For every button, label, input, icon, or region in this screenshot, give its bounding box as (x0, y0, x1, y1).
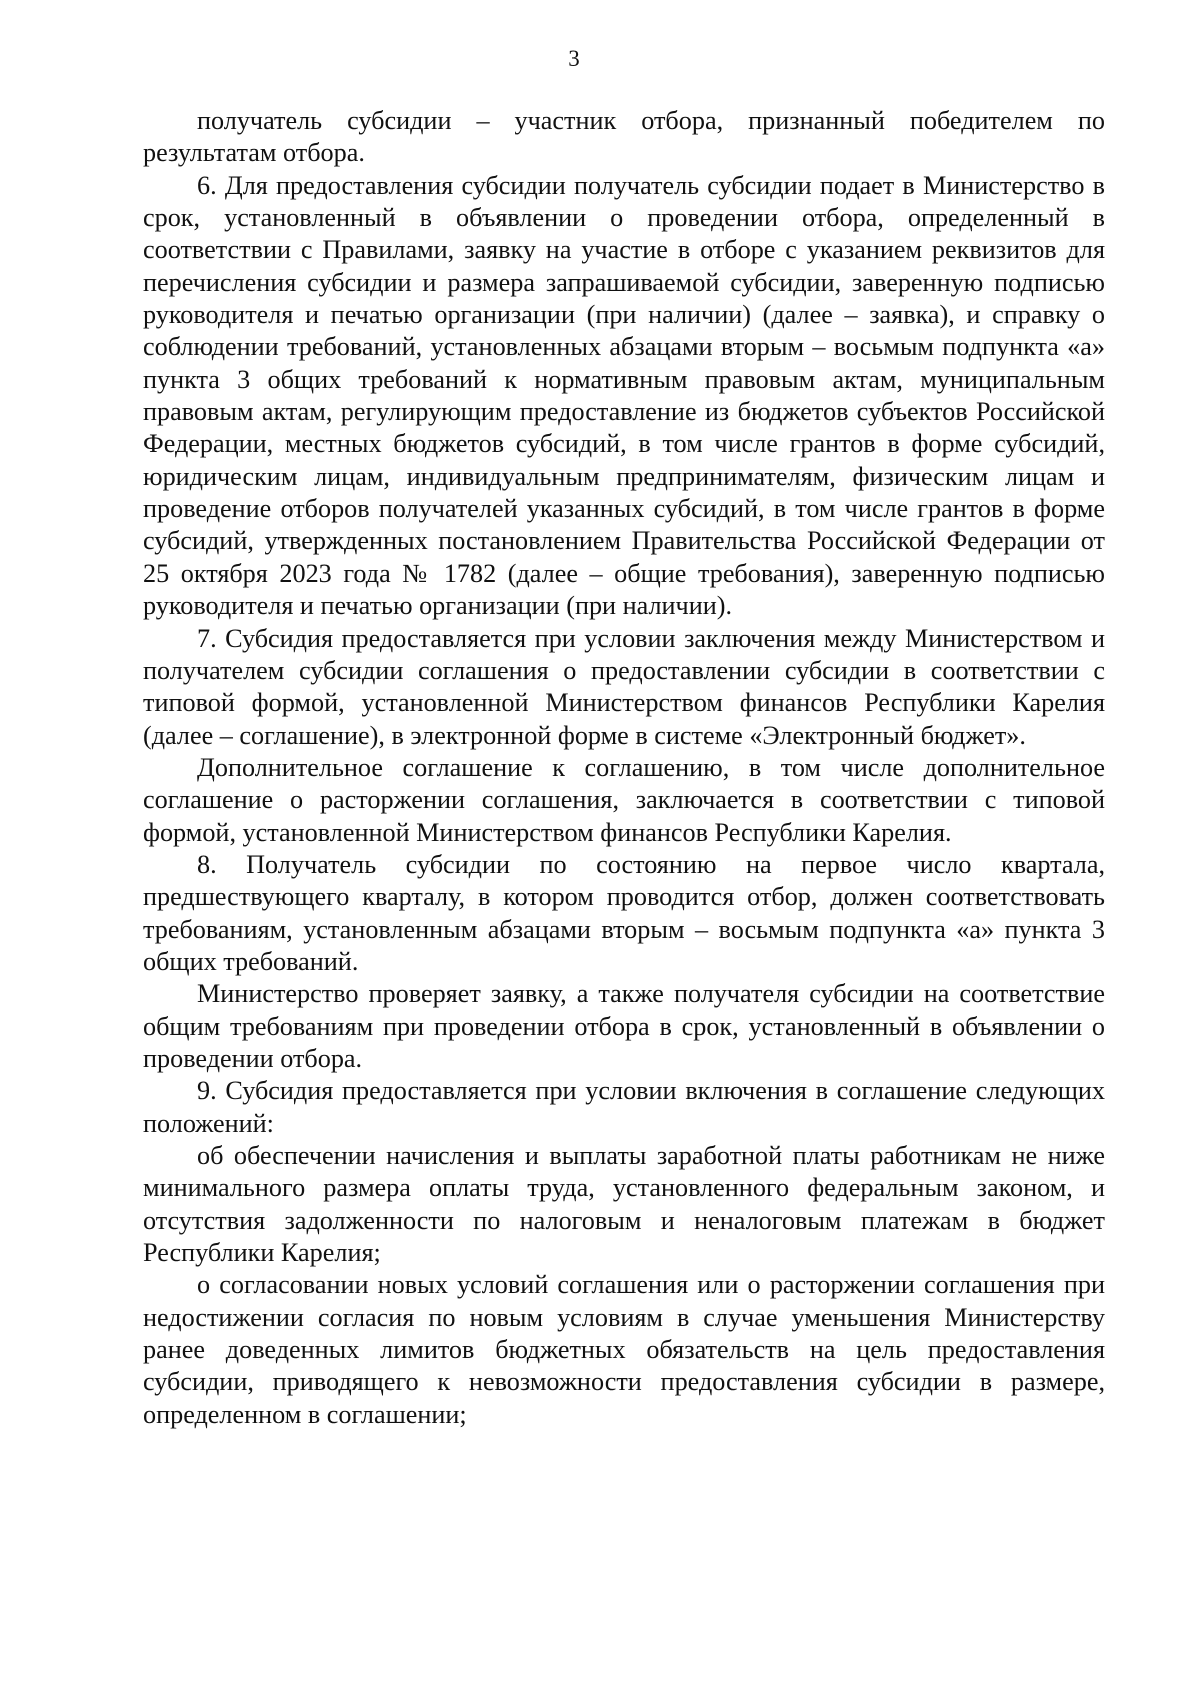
document-body (143, 105, 1105, 1431)
paragraph-6-application: 6. Для предоставления субсидии получатель субсидии подает в Министерство в срок, установленный в объявлении о проведении отбора, определенный в соответствии с Правилами, заявку на участие в отборе с указанием реквизитов для перечисления субсидии и размера запрашиваемой субсидии, заверенную подписью руководителя и печатью организации (при наличии) (далее – заявка), и справку о соблюдении требований, установленных абзацами вторым – восьмым подпункта «а» пункта 3 общих требований к нормативным правовым актам, муниципальным правовым актам, регулирующим предоставление из бюджетов субъектов Российской Федерации, местных бюджетов субсидий, в том числе грантов в форме субсидий, юридическим лицам, индивидуальным предпринимателям, физическим лицам и проведение отборов получателей указанных субсидий, в том числе грантов в форме субсидий, утвержденных постановлением Правительства Российской Федерации от 25 октября 2023 года № 1782 (далее – общие требования), заверенную подписью руководителя и печатью организации (при наличии). (143, 170, 1105, 621)
paragraph-ministry-check: Министерство проверяет заявку, а также получателя субсидии на соответствие общим требованиям при проведении отбора в срок, установленный в объявлении о проведении отбора. (143, 979, 1105, 1073)
paragraph-additional-agreement: Дополнительное соглашение к соглашению, в том числе дополнительное соглашение о расторжении соглашения, заключается в соответствии с типовой формой, установленной Министерством финансов Республики Карелия. (143, 752, 1105, 847)
paragraph-7-agreement: 7. Субсидия предоставляется при условии заключения между Министерством и получателем субсидии соглашения о предоставлении субсидии в соответствии с типовой формой, установленной Министерством финансов Республики Карелия (далее – соглашение), в электронной форме в системе «Электронный бюджет». (143, 623, 1105, 750)
paragraph-8-requirements: 8. Получатель субсидии по состоянию на первое число квартала, предшествующего кварталу, в котором проводится отбор, должен соответствовать требованиям, установленным абзацами вторым – восьмым подпункта «а» пункта 3 общих требований. (143, 849, 1105, 976)
paragraph-salary-condition: об обеспечении начисления и выплаты заработной платы работникам не ниже минимального размера оплаты труда, установленного федеральным законом, и отсутствия задолженности по налоговым и неналоговым платежам в бюджет Республики Карелия; (143, 1141, 1105, 1268)
paragraph-recipient-definition: получатель субсидии – участник отбора, признанный победителем по результатам отбора. (143, 106, 1105, 168)
paragraph-new-terms-condition: о согласовании новых условий соглашения или о расторжении соглашения при недостижении согласия по новым условиям в случае уменьшения Министерству ранее доведенных лимитов бюджетных обязательств на цель предоставления субсидии, приводящего к невозможности предоставления субсидии в размере, определенном в соглашении; (143, 1270, 1105, 1429)
page-number: 3 (568, 46, 580, 71)
paragraph-9-conditions: 9. Субсидия предоставляется при условии включения в соглашение следующих положений: (143, 1076, 1105, 1138)
